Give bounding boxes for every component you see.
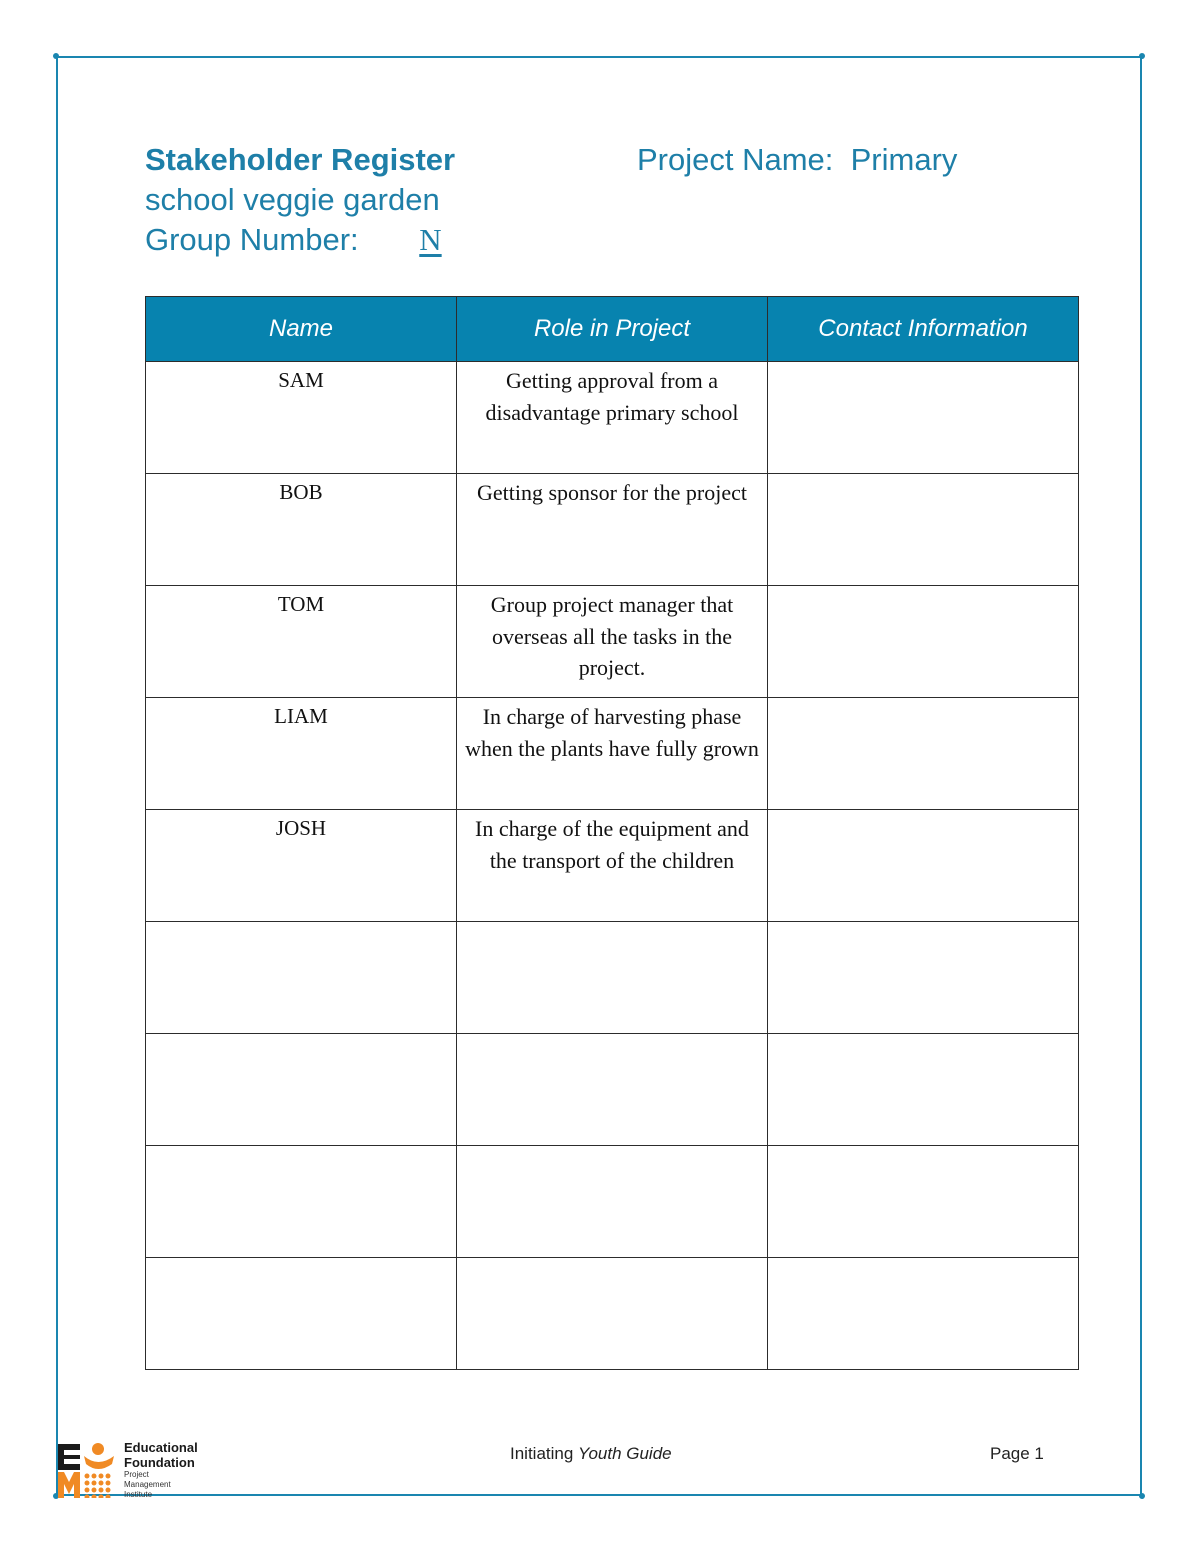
table-row	[146, 586, 1079, 698]
footer-guide-title	[510, 1444, 672, 1464]
stakeholder-role-cell: Getting approval from a disadvantage primary school	[457, 362, 768, 474]
stakeholder-role-cell	[457, 922, 768, 1034]
stakeholder-name-cell	[146, 1034, 457, 1146]
document-heading	[145, 140, 1045, 260]
stakeholder-name-cell: BOB	[146, 474, 457, 586]
stakeholder-contact-cell	[768, 810, 1079, 922]
stakeholder-contact-cell	[768, 1146, 1079, 1258]
logo-sub-project: Project	[124, 1470, 149, 1479]
table-row	[146, 1034, 1079, 1146]
pmief-logo-icon	[58, 1442, 116, 1498]
table-row	[146, 810, 1079, 922]
column-header-name: Name	[146, 297, 457, 362]
stakeholder-table	[145, 296, 1079, 1370]
page-number: Page 1	[990, 1444, 1044, 1463]
table-row	[146, 922, 1079, 1034]
stakeholder-role-cell: In charge of the equipment and the transport of the children	[457, 810, 768, 922]
footer-guide-prefix: Initiating	[510, 1444, 579, 1463]
table-header-row	[146, 297, 1079, 362]
group-number-line	[145, 220, 1045, 260]
stakeholder-role-cell	[457, 1258, 768, 1370]
logo-line-foundation: Foundation	[124, 1455, 195, 1470]
document-title: Stakeholder Register	[145, 142, 456, 177]
stakeholder-contact-cell	[768, 474, 1079, 586]
corner-marker	[53, 53, 59, 59]
project-name-continuation: school veggie garden	[145, 182, 440, 217]
stakeholder-name-cell: JOSH	[146, 810, 457, 922]
stakeholder-contact-cell	[768, 1034, 1079, 1146]
column-header-role: Role in Project	[457, 297, 768, 362]
logo-sub-management: Management	[124, 1480, 171, 1489]
group-number-label: Group Number:	[145, 222, 359, 257]
project-name-label: Project Name: Primary	[637, 142, 958, 177]
table-row	[146, 474, 1079, 586]
pmi-educational-foundation-logo	[58, 1440, 208, 1498]
table-row	[146, 1258, 1079, 1370]
stakeholder-contact-cell	[768, 1258, 1079, 1370]
table-row	[146, 698, 1079, 810]
stakeholder-name-cell	[146, 1146, 457, 1258]
page-footer	[0, 1440, 1200, 1500]
stakeholder-contact-cell	[768, 586, 1079, 698]
corner-marker	[1139, 53, 1145, 59]
stakeholder-contact-cell	[768, 922, 1079, 1034]
column-header-contact: Contact Information	[768, 297, 1079, 362]
stakeholder-role-cell: In charge of harvesting phase when the plants have fully grown	[457, 698, 768, 810]
stakeholder-name-cell	[146, 1258, 457, 1370]
stakeholder-role-cell: Group project manager that overseas all the tasks in the project.	[457, 586, 768, 698]
stakeholder-contact-cell	[768, 362, 1079, 474]
footer-guide-italic: Youth Guide	[578, 1444, 672, 1463]
table-row	[146, 1146, 1079, 1258]
stakeholder-name-cell: SAM	[146, 362, 457, 474]
stakeholder-role-cell	[457, 1146, 768, 1258]
stakeholder-contact-cell	[768, 698, 1079, 810]
stakeholder-role-cell	[457, 1034, 768, 1146]
logo-line-educational: Educational	[124, 1440, 198, 1455]
stakeholder-name-cell: LIAM	[146, 698, 457, 810]
logo-sub-institute: Institute	[124, 1490, 153, 1499]
stakeholder-role-cell: Getting sponsor for the project	[457, 474, 768, 586]
group-number-value: N	[419, 222, 442, 257]
stakeholder-name-cell	[146, 922, 457, 1034]
logo-wordmark	[124, 1440, 198, 1500]
table-row	[146, 362, 1079, 474]
stakeholder-name-cell: TOM	[146, 586, 457, 698]
